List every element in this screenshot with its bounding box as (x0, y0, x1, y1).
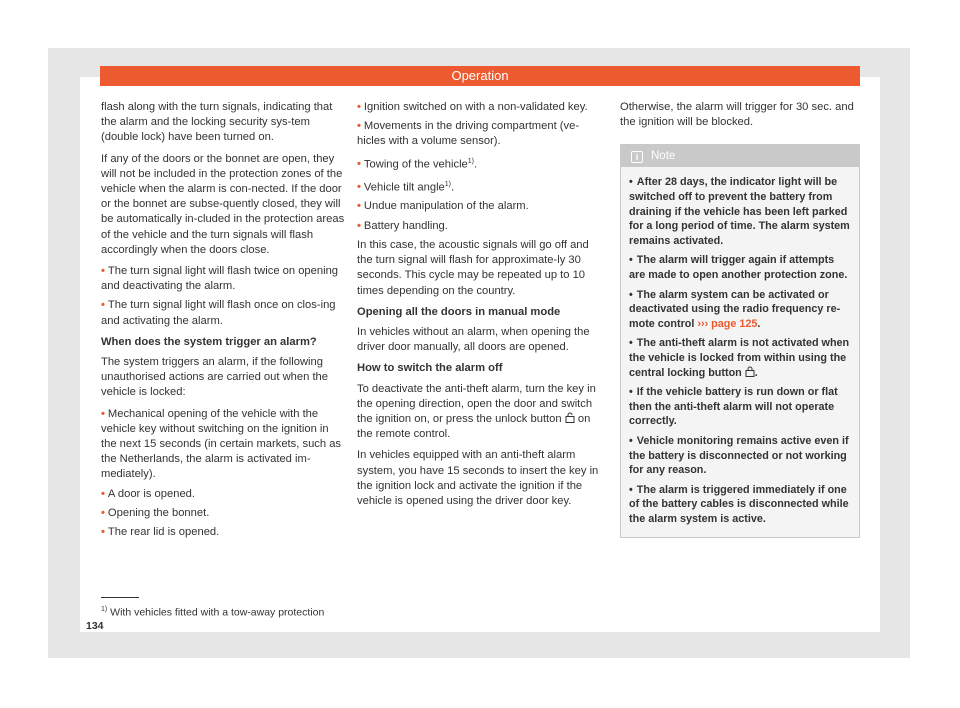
list-item: • A door is opened. (101, 487, 196, 500)
bullet-icon: • (101, 526, 105, 539)
subheading: When does the system trigger an alarm? (101, 335, 317, 348)
note-title: Note (651, 150, 676, 163)
list-item: • The turn signal light will flash twice on opening and deactivating the alarm. (101, 265, 339, 293)
bullet-icon: • (357, 181, 361, 194)
list-item: • Mechanical opening of the vehicle with the vehicle key without switching on the ignition in the next 15 seconds (in certain markets, such as the Netherlands, the alarm is activated im-mediately). (101, 407, 342, 481)
bullet-icon: • (357, 120, 361, 133)
paragraph: flash along with the turn signals, indicating that the alarm and the locking security sys-tem (double lock) have been turned on. (101, 101, 333, 144)
note-item: • The alarm is triggered immediately if one of the battery cables is disconnected while the alarm system is active. (629, 483, 849, 525)
subheading: Opening all the doors in manual mode (357, 305, 561, 318)
paragraph: Otherwise, the alarm will trigger for 30 sec. and the ignition will be blocked. (620, 101, 854, 129)
footnote-ref: 1) (444, 180, 452, 188)
paragraph: To deactivate the anti-theft alarm, turn the key in the opening direction, open the door and switch the ignition on, or press the unlock button on the remote control. (357, 382, 596, 441)
bullet-icon: • (357, 200, 361, 213)
note-item: • After 28 days, the indicator light will be switched off to prevent the battery from draining if the vehicle has been left parked for a long period of time. The alarm system remains activated. (629, 176, 850, 247)
list-item: • The rear lid is opened. (101, 526, 220, 539)
list-item: • Ignition switched on with a non-validated key. (357, 101, 588, 113)
bullet-icon: • (101, 506, 105, 519)
subheading: How to switch the alarm off (357, 362, 503, 375)
list-item: • Battery handling. (357, 219, 448, 232)
column-1 (101, 100, 345, 544)
bullet-icon: • (357, 158, 361, 171)
column-2 (357, 100, 601, 515)
list-item: • Towing of the vehicle$^{1)}$. (357, 157, 478, 171)
note-item: • Vehicle monitoring remains active even if the battery is disconnected or not working for any reason. (629, 434, 849, 477)
footnote-divider (101, 597, 139, 598)
lock-icon (745, 366, 755, 377)
page-link[interactable]: ››› page 125 (697, 317, 758, 330)
footnote: $^{1)}$ With vehicles fitted with a tow-away protection (101, 606, 325, 619)
list-item: • Opening the bonnet. (101, 506, 210, 519)
note-header (621, 145, 859, 167)
note-item: • If the vehicle battery is run down or flat then the anti-theft alarm will not operate correctly. (629, 386, 838, 428)
info-icon: i (631, 151, 643, 163)
bullet-icon: • (101, 265, 105, 278)
bullet-icon: • (101, 487, 105, 500)
list-item: • Movements in the driving compartment (ve-hicles with a volume sensor). (357, 120, 580, 148)
section-header: Operation (100, 66, 860, 86)
list-item: • Vehicle tilt angle$^{1)}$. (357, 180, 455, 194)
list-item: • The turn signal light will flash once on clos-ing and activating the alarm. (101, 299, 336, 327)
note-item: • The alarm system can be activated or deactivated using the radio frequency re-mote control ››› page 125. (629, 288, 841, 330)
footnote-ref: 1) (467, 157, 475, 165)
paragraph: If any of the doors or the bonnet are open, they will not be included in the protection zones of the vehicle when the alarm is con-nected. If the door or the bonnet are subse-quently closed, they will be automatically in-cluded in the protection areas of the vehicle and the turn signals will flash accordingly when the doors close. (101, 152, 345, 256)
list-item: • Undue manipulation of the alarm. (357, 200, 529, 213)
note-box (620, 144, 860, 538)
bullet-icon: • (357, 101, 361, 113)
paragraph: In vehicles equipped with an anti-theft alarm system, you have 15 seconds to insert the key in the ignition lock and activate the ignition if the vehicle is opened using the driver door key. (357, 449, 599, 507)
note-item: • The alarm will trigger again if attempts are made to open another protection zone. (629, 254, 848, 281)
note-body (621, 167, 859, 537)
paragraph: The system triggers an alarm, if the following unauthorised actions are carried out when the vehicle is locked: (101, 356, 329, 399)
column-3 (620, 100, 860, 538)
bullet-icon: • (101, 407, 105, 420)
bullet-icon: • (101, 299, 105, 312)
unlock-icon (565, 412, 575, 423)
page-number: 134 (86, 620, 104, 632)
bullet-icon: • (357, 219, 361, 232)
paragraph: In vehicles without an alarm, when opening the driver door manually, all doors are opened. (357, 325, 590, 354)
note-item: • The anti-theft alarm is not activated when the vehicle is locked from within using the central locking button . (629, 337, 850, 379)
paragraph: In this case, the acoustic signals will go off and the turn signal will flash for approximate-ly 30 seconds. This cycle may be repeated up to 10 times depending on the country. (357, 238, 589, 297)
